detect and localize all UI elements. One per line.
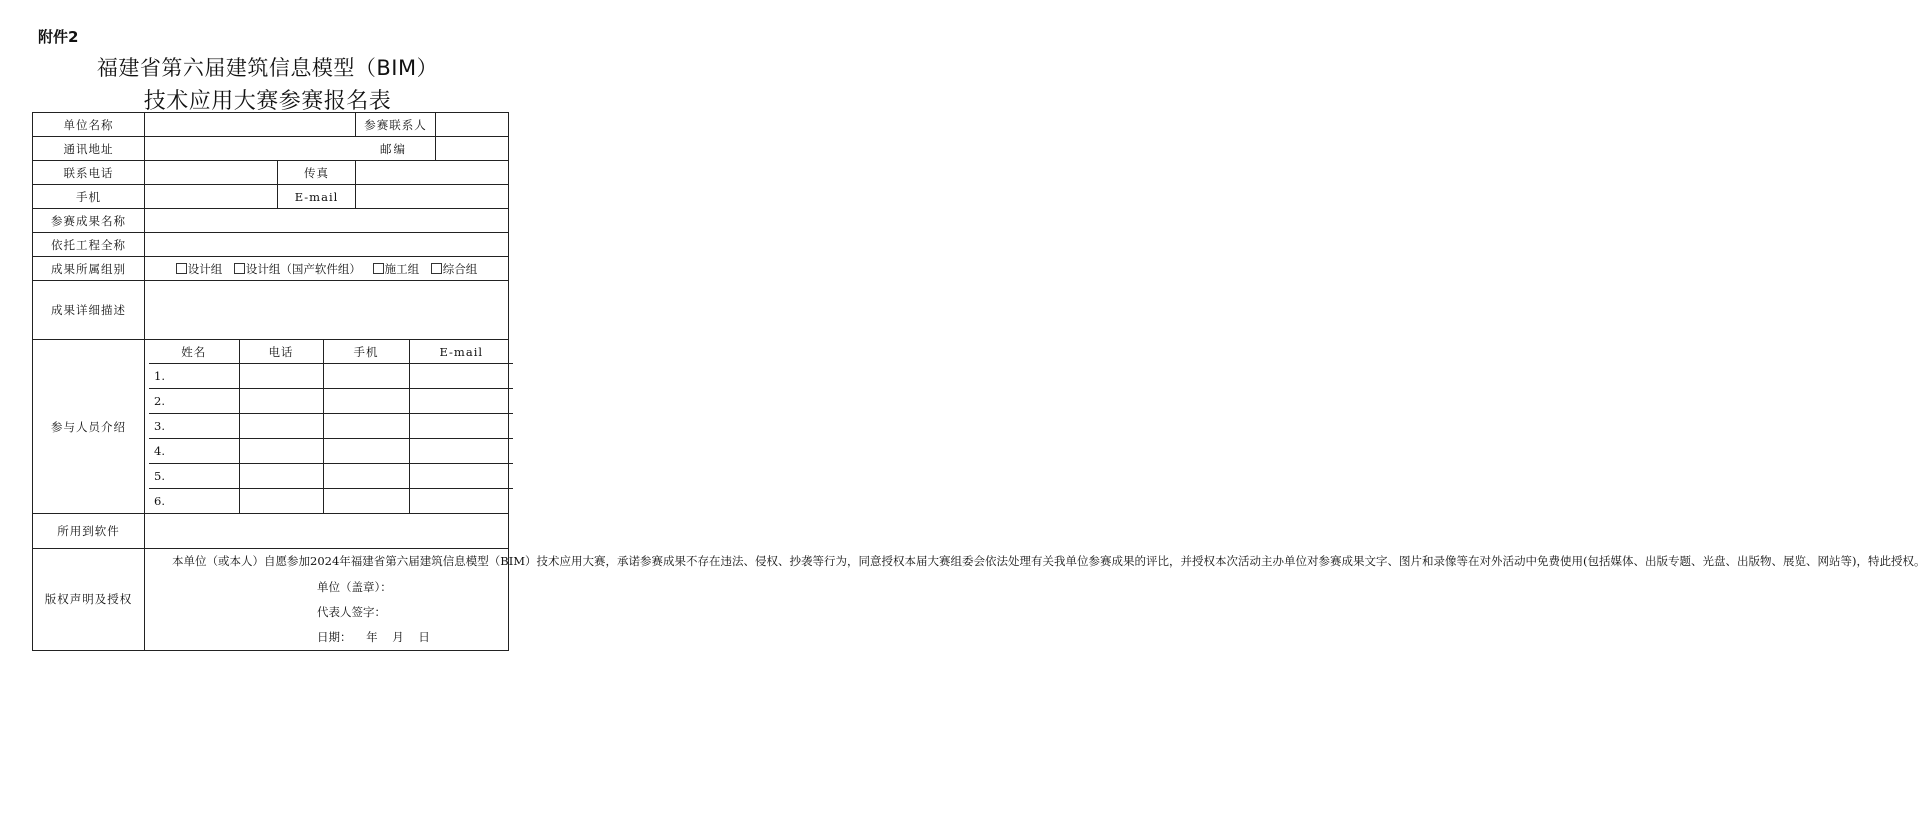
participant-mobile-field[interactable] [323,364,409,389]
result-name-label: 参赛成果名称 [33,209,145,233]
participant-number[interactable]: 6. [149,489,239,514]
participant-number[interactable]: 1. [149,364,239,389]
fax-field[interactable] [356,161,509,185]
address-field[interactable] [145,137,436,161]
participants-header-row [149,340,513,364]
phone-field[interactable] [145,161,278,185]
participant-email-field[interactable] [409,464,513,489]
participants-label: 参与人员介绍 [33,340,145,514]
header-mobile: 手机 [323,340,409,364]
participant-email-field[interactable] [409,439,513,464]
group-option-comprehensive[interactable]: 综合组 [431,262,478,276]
group-label: 成果所属组别 [33,257,145,281]
participants-table [149,340,513,513]
participant-phone-field[interactable] [239,414,323,439]
participant-mobile-field[interactable] [323,389,409,414]
participant-number[interactable]: 3. [149,414,239,439]
project-name-field[interactable] [145,233,509,257]
copyright-declaration [145,549,1926,651]
representative-line[interactable]: 代表人签字： [317,604,386,619]
row-copyright [33,549,509,651]
group-option-design-domestic[interactable]: 设计组（国产软件组） [234,262,361,276]
header-name: 姓名 [149,340,239,364]
row-address [33,137,509,161]
checkbox-icon[interactable] [431,263,442,274]
postcode-label: 邮编 [380,142,407,156]
group-option-design[interactable]: 设计组 [176,262,223,276]
participant-row [149,389,513,414]
participant-row [149,364,513,389]
description-field[interactable] [145,281,509,340]
participant-phone-field[interactable] [239,389,323,414]
participant-phone-field[interactable] [239,489,323,514]
row-result-name [33,209,509,233]
participant-row [149,464,513,489]
unit-seal-line[interactable]: 单位（盖章）： [317,579,392,594]
email-field[interactable] [356,185,509,209]
participant-email-field[interactable] [409,414,513,439]
form-title-line1: 福建省第六届建筑信息模型（BIM） [96,56,439,80]
address-label: 通讯地址 [33,137,145,161]
participant-mobile-field[interactable] [323,414,409,439]
phone-label: 联系电话 [33,161,145,185]
row-group [33,257,509,281]
participant-row [149,489,513,514]
participant-row [149,439,513,464]
date-line[interactable]: 日期： 年 月 日 [317,629,430,644]
declaration-text: 本单位（或本人）自愿参加2024年福建省第六届建筑信息模型（BIM）技术应用大赛，承诺参赛成果不存在违法、侵权、抄袭等行为，同意授权本届大赛组委会依法处理有关我单位参赛成果的评比，并授权本次活动主办单位对参赛成果文字、图片和录像等在对外活动中免费使用(包括媒体、出版专题、光盘、出版物、展览、网站等)，特此授权。 [172,554,1926,568]
mobile-field[interactable] [145,185,278,209]
row-phone [33,161,509,185]
header-email: E-mail [409,340,513,364]
unit-name-field[interactable] [145,113,356,137]
participant-row [149,414,513,439]
row-software [33,514,509,549]
participant-number[interactable]: 2. [149,389,239,414]
software-label: 所用到软件 [33,514,145,549]
attachment-label: 附件2 [38,28,79,46]
participant-email-field[interactable] [409,364,513,389]
contact-field[interactable] [436,113,509,137]
checkbox-icon[interactable] [176,263,187,274]
description-label: 成果详细描述 [33,281,145,340]
group-options [145,257,509,281]
participant-email-field[interactable] [409,389,513,414]
form-title-line2: 技术应用大赛参赛报名表 [143,89,392,114]
row-description [33,281,509,340]
checkbox-icon[interactable] [373,263,384,274]
fax-label: 传真 [278,161,356,185]
copyright-label: 版权声明及授权 [33,549,145,651]
unit-name-label: 单位名称 [33,113,145,137]
participant-mobile-field[interactable] [323,439,409,464]
participant-number[interactable]: 4. [149,439,239,464]
participant-mobile-field[interactable] [323,464,409,489]
mobile-label: 手机 [33,185,145,209]
participants-table-cell [145,340,509,514]
row-participants [33,340,509,514]
email-label: E-mail [278,185,356,209]
participant-phone-field[interactable] [239,364,323,389]
row-project-name [33,233,509,257]
participant-mobile-field[interactable] [323,489,409,514]
row-mobile [33,185,509,209]
participant-phone-field[interactable] [239,464,323,489]
project-name-label: 依托工程全称 [33,233,145,257]
postcode-field[interactable] [436,137,509,161]
contact-label: 参赛联系人 [356,113,436,137]
registration-form-table [32,112,1926,651]
checkbox-icon[interactable] [234,263,245,274]
participant-phone-field[interactable] [239,439,323,464]
participant-number[interactable]: 5. [149,464,239,489]
result-name-field[interactable] [145,209,509,233]
software-field[interactable] [145,514,509,549]
group-option-construction[interactable]: 施工组 [373,262,420,276]
participant-email-field[interactable] [409,489,513,514]
header-phone: 电话 [239,340,323,364]
row-unit-name [33,113,509,137]
